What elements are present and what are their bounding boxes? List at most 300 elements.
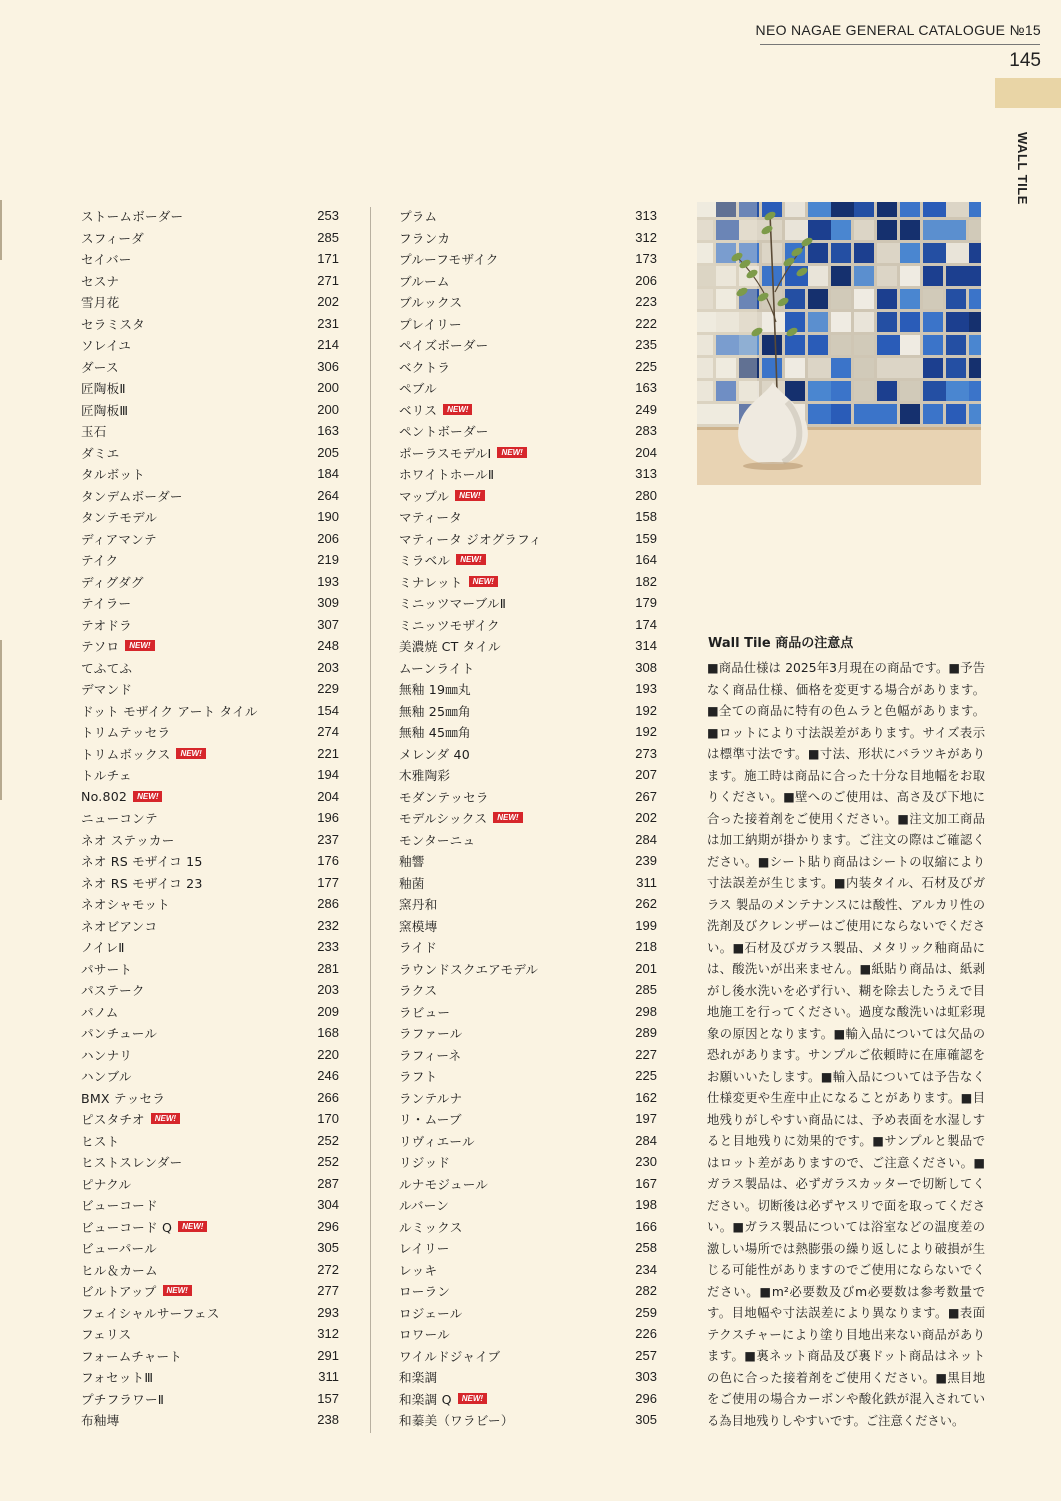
index-entry xyxy=(399,807,657,829)
index-entry xyxy=(81,571,339,593)
index-entry xyxy=(399,1194,657,1216)
product-name: 和楽調 Q xyxy=(399,1391,452,1407)
index-entry-name-wrap xyxy=(81,658,132,677)
index-entry xyxy=(399,1237,657,1259)
product-name: ポーラスモデルⅠ xyxy=(399,445,492,461)
page-ref: 199 xyxy=(635,917,657,933)
index-entry xyxy=(81,399,339,421)
index-entry-name-wrap xyxy=(81,228,144,247)
page-ref: 163 xyxy=(317,423,339,439)
index-entry-name-wrap xyxy=(81,529,157,548)
product-name: フォームチャート xyxy=(81,1348,183,1364)
index-entry xyxy=(81,1151,339,1173)
product-name: ネオ RS モザイコ 15 xyxy=(81,854,203,870)
index-entry xyxy=(81,1302,339,1324)
index-entry xyxy=(81,1366,339,1388)
index-entry-name-wrap xyxy=(81,873,203,892)
new-badge: NEW! xyxy=(493,812,522,823)
section-tab xyxy=(995,78,1061,108)
index-entry-name-wrap xyxy=(81,1195,158,1214)
product-name: 窯模塼 xyxy=(399,918,438,934)
page-ref: 220 xyxy=(317,1046,339,1062)
index-entry-name-wrap xyxy=(81,1131,119,1150)
index-entry-name-wrap xyxy=(399,1109,462,1128)
new-badge: NEW! xyxy=(455,490,484,501)
index-entry xyxy=(81,291,339,313)
index-entry xyxy=(81,872,339,894)
index-entry xyxy=(399,1173,657,1195)
product-name: ニューコンテ xyxy=(81,811,158,827)
page-ref: 177 xyxy=(317,874,339,890)
index-entry xyxy=(399,291,657,313)
product-name: タルボット xyxy=(81,467,145,483)
index-entry-name-wrap xyxy=(81,636,155,655)
index-entry xyxy=(399,1388,657,1410)
product-name: ヒスト xyxy=(81,1133,120,1149)
product-name: フォセットⅢ xyxy=(81,1370,154,1386)
product-name: マティータ ジオグラフィ xyxy=(399,531,542,547)
page-ref: 192 xyxy=(635,702,657,718)
index-entry xyxy=(81,958,339,980)
product-name: リジッド xyxy=(399,1155,451,1171)
index-entry-name-wrap xyxy=(81,464,145,483)
index-entry-name-wrap xyxy=(81,765,132,784)
new-badge: NEW! xyxy=(497,447,526,458)
product-name: ベクトラ xyxy=(399,359,451,375)
product-name: テオドラ xyxy=(81,617,132,633)
product-name: ラビュー xyxy=(399,1004,451,1020)
page-ref: 258 xyxy=(635,1240,657,1256)
index-entry xyxy=(81,700,339,722)
page-ref: 284 xyxy=(635,1132,657,1148)
index-entry xyxy=(81,743,339,765)
page-ref: 221 xyxy=(317,745,339,761)
index-entry-name-wrap xyxy=(399,1088,462,1107)
index-entry-name-wrap xyxy=(399,1281,450,1300)
page-ref: 159 xyxy=(635,530,657,546)
product-name: タンデムボーダー xyxy=(81,488,183,504)
index-entry xyxy=(399,1044,657,1066)
page-ref: 313 xyxy=(635,466,657,482)
page-ref: 197 xyxy=(635,1111,657,1127)
page-ref: 281 xyxy=(317,960,339,976)
product-name: ストームボーダー xyxy=(81,209,184,225)
index-entry xyxy=(399,227,657,249)
index-entry xyxy=(399,506,657,528)
product-name: セスナ xyxy=(81,273,120,289)
product-name: フェイシャルサーフェス xyxy=(81,1305,220,1321)
product-name: ラクス xyxy=(399,983,438,999)
index-entry-name-wrap xyxy=(399,916,437,935)
index-entry xyxy=(81,506,339,528)
page-ref: 252 xyxy=(317,1132,339,1148)
index-entry xyxy=(81,356,339,378)
page-ref: 202 xyxy=(317,294,339,310)
index-entry-name-wrap xyxy=(399,765,450,784)
index-entry-name-wrap xyxy=(399,1410,514,1429)
page-ref: 287 xyxy=(317,1175,339,1191)
index-entry-name-wrap xyxy=(399,658,475,677)
index-entry-name-wrap xyxy=(81,550,118,569)
index-entry-name-wrap xyxy=(81,1045,132,1064)
product-name: マップル xyxy=(399,488,450,504)
product-name: トリムボックス xyxy=(81,746,171,762)
index-entry-name-wrap xyxy=(399,873,425,892)
index-entry xyxy=(81,334,339,356)
index-entry xyxy=(81,786,339,808)
page-ref: 257 xyxy=(635,1347,657,1363)
new-badge: NEW! xyxy=(163,1285,192,1296)
product-name: ミナレット xyxy=(399,574,463,590)
page-ref: 237 xyxy=(317,831,339,847)
page-ref: 162 xyxy=(635,1089,657,1105)
index-entry-name-wrap xyxy=(81,894,170,913)
page-ref: 154 xyxy=(317,702,339,718)
page-ref: 225 xyxy=(635,1068,657,1084)
index-entry xyxy=(399,635,657,657)
new-badge: NEW! xyxy=(176,748,205,759)
index-entry-name-wrap xyxy=(81,206,183,225)
index-entry xyxy=(399,420,657,442)
page-ref: 174 xyxy=(635,616,657,632)
page-number: 145 xyxy=(1009,50,1041,71)
index-entry xyxy=(399,270,657,292)
index-entry xyxy=(399,485,657,507)
page-ref: 223 xyxy=(635,294,657,310)
index-entry-name-wrap xyxy=(81,486,183,505)
index-entry-name-wrap xyxy=(399,701,471,720)
page-ref: 314 xyxy=(635,638,657,654)
index-entry xyxy=(399,399,657,421)
product-name: ソレイユ xyxy=(81,338,132,354)
index-entry xyxy=(399,442,657,464)
product-name: ネオシャモット xyxy=(81,897,170,913)
product-name: 無釉 45㎜角 xyxy=(399,725,471,741)
page-ref: 293 xyxy=(317,1304,339,1320)
index-entry-name-wrap xyxy=(399,894,437,913)
index-entry xyxy=(399,893,657,915)
product-name: ラフト xyxy=(399,1069,438,1085)
index-entry-name-wrap xyxy=(81,378,126,397)
page-ref: 273 xyxy=(635,745,657,761)
product-name: プチフラワーⅡ xyxy=(81,1391,165,1407)
index-entry-name-wrap xyxy=(399,1195,449,1214)
index-entry xyxy=(399,1323,657,1345)
product-name: 美濃焼 CT タイル xyxy=(399,639,501,655)
index-entry xyxy=(81,1173,339,1195)
product-name: パノム xyxy=(81,1004,119,1020)
index-entry-name-wrap xyxy=(81,314,145,333)
index-entry xyxy=(81,1237,339,1259)
index-entry-name-wrap xyxy=(81,937,125,956)
index-entry xyxy=(399,657,657,679)
index-entry xyxy=(81,528,339,550)
index-entry xyxy=(81,485,339,507)
index-entry xyxy=(81,764,339,786)
index-entry-name-wrap xyxy=(399,292,462,311)
index-entry-name-wrap xyxy=(81,1367,153,1386)
index-entry xyxy=(399,700,657,722)
index-entry-name-wrap xyxy=(399,787,489,806)
index-entry xyxy=(399,1366,657,1388)
notice-title: Wall Tile 商品の注意点 xyxy=(708,636,854,651)
product-name: 木雅陶彩 xyxy=(399,768,451,784)
page-ref: 234 xyxy=(635,1261,657,1277)
index-entry xyxy=(399,1087,657,1109)
index-entry xyxy=(399,377,657,399)
index-entry xyxy=(81,1280,339,1302)
section-label: WALL TILE xyxy=(1015,132,1030,205)
index-entry-name-wrap xyxy=(81,1152,182,1171)
index-entry xyxy=(81,227,339,249)
product-name: ダミエ xyxy=(81,445,120,461)
index-entry xyxy=(399,528,657,550)
index-entry-name-wrap xyxy=(399,1217,463,1236)
index-entry xyxy=(399,872,657,894)
product-name: ビルトアップ xyxy=(81,1284,157,1300)
index-entry xyxy=(399,614,657,636)
product-name: 和楽調 xyxy=(399,1370,438,1386)
index-entry xyxy=(399,829,657,851)
header-rule xyxy=(760,44,1040,45)
index-entry xyxy=(399,850,657,872)
index-entry-name-wrap xyxy=(399,615,500,634)
index-entry-name-wrap xyxy=(81,421,107,440)
index-entry-name-wrap xyxy=(399,464,494,483)
page-ref: 170 xyxy=(317,1111,339,1127)
index-entry xyxy=(81,420,339,442)
index-entry-name-wrap xyxy=(81,1324,131,1343)
page-ref: 192 xyxy=(635,724,657,740)
index-entry xyxy=(399,205,657,227)
index-entry-name-wrap xyxy=(399,1324,450,1343)
page-ref: 229 xyxy=(317,681,339,697)
index-entry xyxy=(399,1130,657,1152)
index-entry-name-wrap xyxy=(81,1109,180,1128)
index-entry-name-wrap xyxy=(81,507,157,526)
tile-photo xyxy=(697,202,981,485)
index-entry xyxy=(81,614,339,636)
index-entry-name-wrap xyxy=(81,1217,207,1236)
index-entry-name-wrap xyxy=(81,851,203,870)
catalogue-title: NEO NAGAE GENERAL CATALOGUE №15 xyxy=(755,22,1041,38)
index-entry-name-wrap xyxy=(399,443,527,462)
product-name: ダース xyxy=(81,359,119,375)
index-entry-name-wrap xyxy=(81,1238,157,1257)
index-entry-name-wrap xyxy=(399,679,471,698)
index-entry-name-wrap xyxy=(81,679,132,698)
index-entry xyxy=(399,1065,657,1087)
page-ref: 259 xyxy=(635,1304,657,1320)
new-badge: NEW! xyxy=(151,1113,180,1124)
product-name: ロワール xyxy=(399,1327,450,1343)
product-name: 匠陶板Ⅲ xyxy=(81,402,129,418)
index-entry xyxy=(399,1302,657,1324)
product-name: パンチュール xyxy=(81,1026,158,1042)
index-entry xyxy=(81,1001,339,1023)
product-name: BMX テッセラ xyxy=(81,1090,166,1106)
product-name: テイラー xyxy=(81,596,132,612)
index-entry-name-wrap xyxy=(399,572,498,591)
index-entry-name-wrap xyxy=(81,1066,132,1085)
product-name: モデルシックス xyxy=(399,811,488,827)
product-name: プレイリー xyxy=(399,316,462,332)
product-name: ビューコード xyxy=(81,1198,158,1214)
index-entry-name-wrap xyxy=(81,808,158,827)
index-entry xyxy=(399,1151,657,1173)
index-entry-name-wrap xyxy=(399,1023,462,1042)
page-ref: 201 xyxy=(635,960,657,976)
index-entry xyxy=(399,743,657,765)
index-entry xyxy=(81,807,339,829)
page-ref: 312 xyxy=(635,229,657,245)
index-entry xyxy=(81,592,339,614)
page-ref: 271 xyxy=(317,272,339,288)
new-badge: NEW! xyxy=(443,404,472,415)
page-ref: 252 xyxy=(317,1154,339,1170)
edge-mark-top xyxy=(0,200,2,260)
page-ref: 222 xyxy=(635,315,657,331)
product-name: 雪月花 xyxy=(81,295,120,311)
new-badge: NEW! xyxy=(469,576,498,587)
page-ref: 196 xyxy=(317,810,339,826)
product-name: ノイレⅡ xyxy=(81,940,125,956)
index-entry xyxy=(81,1087,339,1109)
index-entry xyxy=(81,270,339,292)
page-ref: 226 xyxy=(635,1326,657,1342)
page-ref: 308 xyxy=(635,659,657,675)
product-name: ベリス xyxy=(399,402,438,418)
index-entry-name-wrap xyxy=(81,1346,182,1365)
product-name: ネオ RS モザイコ 23 xyxy=(81,875,203,891)
index-entry xyxy=(81,979,339,1001)
index-entry-name-wrap xyxy=(399,1131,475,1150)
product-name: ミニッツモザイク xyxy=(399,617,500,633)
page-ref: 168 xyxy=(317,1025,339,1041)
product-name: ワイルドジャイブ xyxy=(399,1348,501,1364)
page-ref: 179 xyxy=(635,595,657,611)
index-entry xyxy=(399,313,657,335)
index-entry xyxy=(81,1130,339,1152)
index-entry-name-wrap xyxy=(399,529,542,548)
page-ref: 305 xyxy=(317,1240,339,1256)
product-name: ペントボーダー xyxy=(399,424,489,440)
page-ref: 231 xyxy=(317,315,339,331)
index-entry-name-wrap xyxy=(399,937,437,956)
index-entry-name-wrap xyxy=(81,357,119,376)
index-entry xyxy=(399,1280,657,1302)
product-name: パステーク xyxy=(81,983,145,999)
index-entry xyxy=(399,571,657,593)
page-ref: 225 xyxy=(635,358,657,374)
index-entry xyxy=(399,764,657,786)
new-badge: NEW! xyxy=(458,1393,487,1404)
page-ref: 198 xyxy=(635,1197,657,1213)
product-name: モンターニュ xyxy=(399,832,476,848)
index-entry-name-wrap xyxy=(81,1002,119,1021)
page-ref: 238 xyxy=(317,1412,339,1428)
index-entry-name-wrap xyxy=(81,292,119,311)
page-ref: 204 xyxy=(317,788,339,804)
index-entry xyxy=(81,1022,339,1044)
page-ref: 274 xyxy=(317,724,339,740)
index-entry-name-wrap xyxy=(81,830,175,849)
product-name: 釉菌 xyxy=(399,875,425,891)
index-entry xyxy=(81,1323,339,1345)
product-name: パサート xyxy=(81,961,133,977)
product-name: ネオビアンコ xyxy=(81,918,158,934)
page-ref: 309 xyxy=(317,595,339,611)
index-entry-name-wrap xyxy=(399,271,450,290)
index-entry-name-wrap xyxy=(399,1303,462,1322)
product-name: ピナクル xyxy=(81,1176,132,1192)
product-name: マティータ xyxy=(399,510,462,526)
product-name: ビューパール xyxy=(81,1241,157,1257)
new-badge: NEW! xyxy=(125,640,154,651)
product-name: 無釉 19㎜丸 xyxy=(399,682,471,698)
index-entry-name-wrap xyxy=(399,421,489,440)
index-entry xyxy=(399,786,657,808)
index-entry xyxy=(399,936,657,958)
index-entry-name-wrap xyxy=(399,335,488,354)
index-entry-name-wrap xyxy=(81,1088,165,1107)
page-ref: 171 xyxy=(317,251,339,267)
page-ref: 166 xyxy=(635,1218,657,1234)
index-entry-name-wrap xyxy=(81,335,131,354)
page-ref: 200 xyxy=(317,401,339,417)
index-entry-name-wrap xyxy=(81,1174,131,1193)
product-name: 匠陶板Ⅱ xyxy=(81,381,126,397)
product-name: プルーフモザイク xyxy=(399,252,499,268)
product-name: ブルーム xyxy=(399,273,450,289)
index-entry xyxy=(81,1044,339,1066)
index-entry xyxy=(81,377,339,399)
page-ref: 203 xyxy=(317,982,339,998)
index-entry xyxy=(399,721,657,743)
new-badge: NEW! xyxy=(456,554,485,565)
index-entry-name-wrap xyxy=(399,851,425,870)
index-entry xyxy=(81,442,339,464)
index-entry-name-wrap xyxy=(81,593,131,612)
index-entry-name-wrap xyxy=(81,959,132,978)
index-entry xyxy=(81,678,339,700)
page-ref: 157 xyxy=(317,1390,339,1406)
page-ref: 239 xyxy=(635,853,657,869)
index-entry-name-wrap xyxy=(81,1281,192,1300)
page-ref: 249 xyxy=(635,401,657,417)
product-name: ネオ ステッカー xyxy=(81,832,175,848)
index-entry xyxy=(399,1108,657,1130)
product-name: ランテルナ xyxy=(399,1090,463,1106)
index-entry xyxy=(81,657,339,679)
product-name: ローラン xyxy=(399,1284,451,1300)
product-name: デマンド xyxy=(81,682,133,698)
page-ref: 307 xyxy=(317,616,339,632)
page-ref: 285 xyxy=(635,982,657,998)
index-entry-name-wrap xyxy=(399,378,437,397)
product-name: ブルックス xyxy=(399,295,463,311)
page-ref: 206 xyxy=(317,530,339,546)
product-name: 釉響 xyxy=(399,854,425,870)
product-name: レッキ xyxy=(399,1262,438,1278)
page-ref: 164 xyxy=(635,552,657,568)
product-name: モダンテッセラ xyxy=(399,789,489,805)
product-name: ムーンライト xyxy=(399,660,475,676)
index-entry xyxy=(399,958,657,980)
product-name: ミラベル xyxy=(399,553,451,569)
index-entry xyxy=(399,549,657,571)
index-entry-name-wrap xyxy=(399,722,471,741)
